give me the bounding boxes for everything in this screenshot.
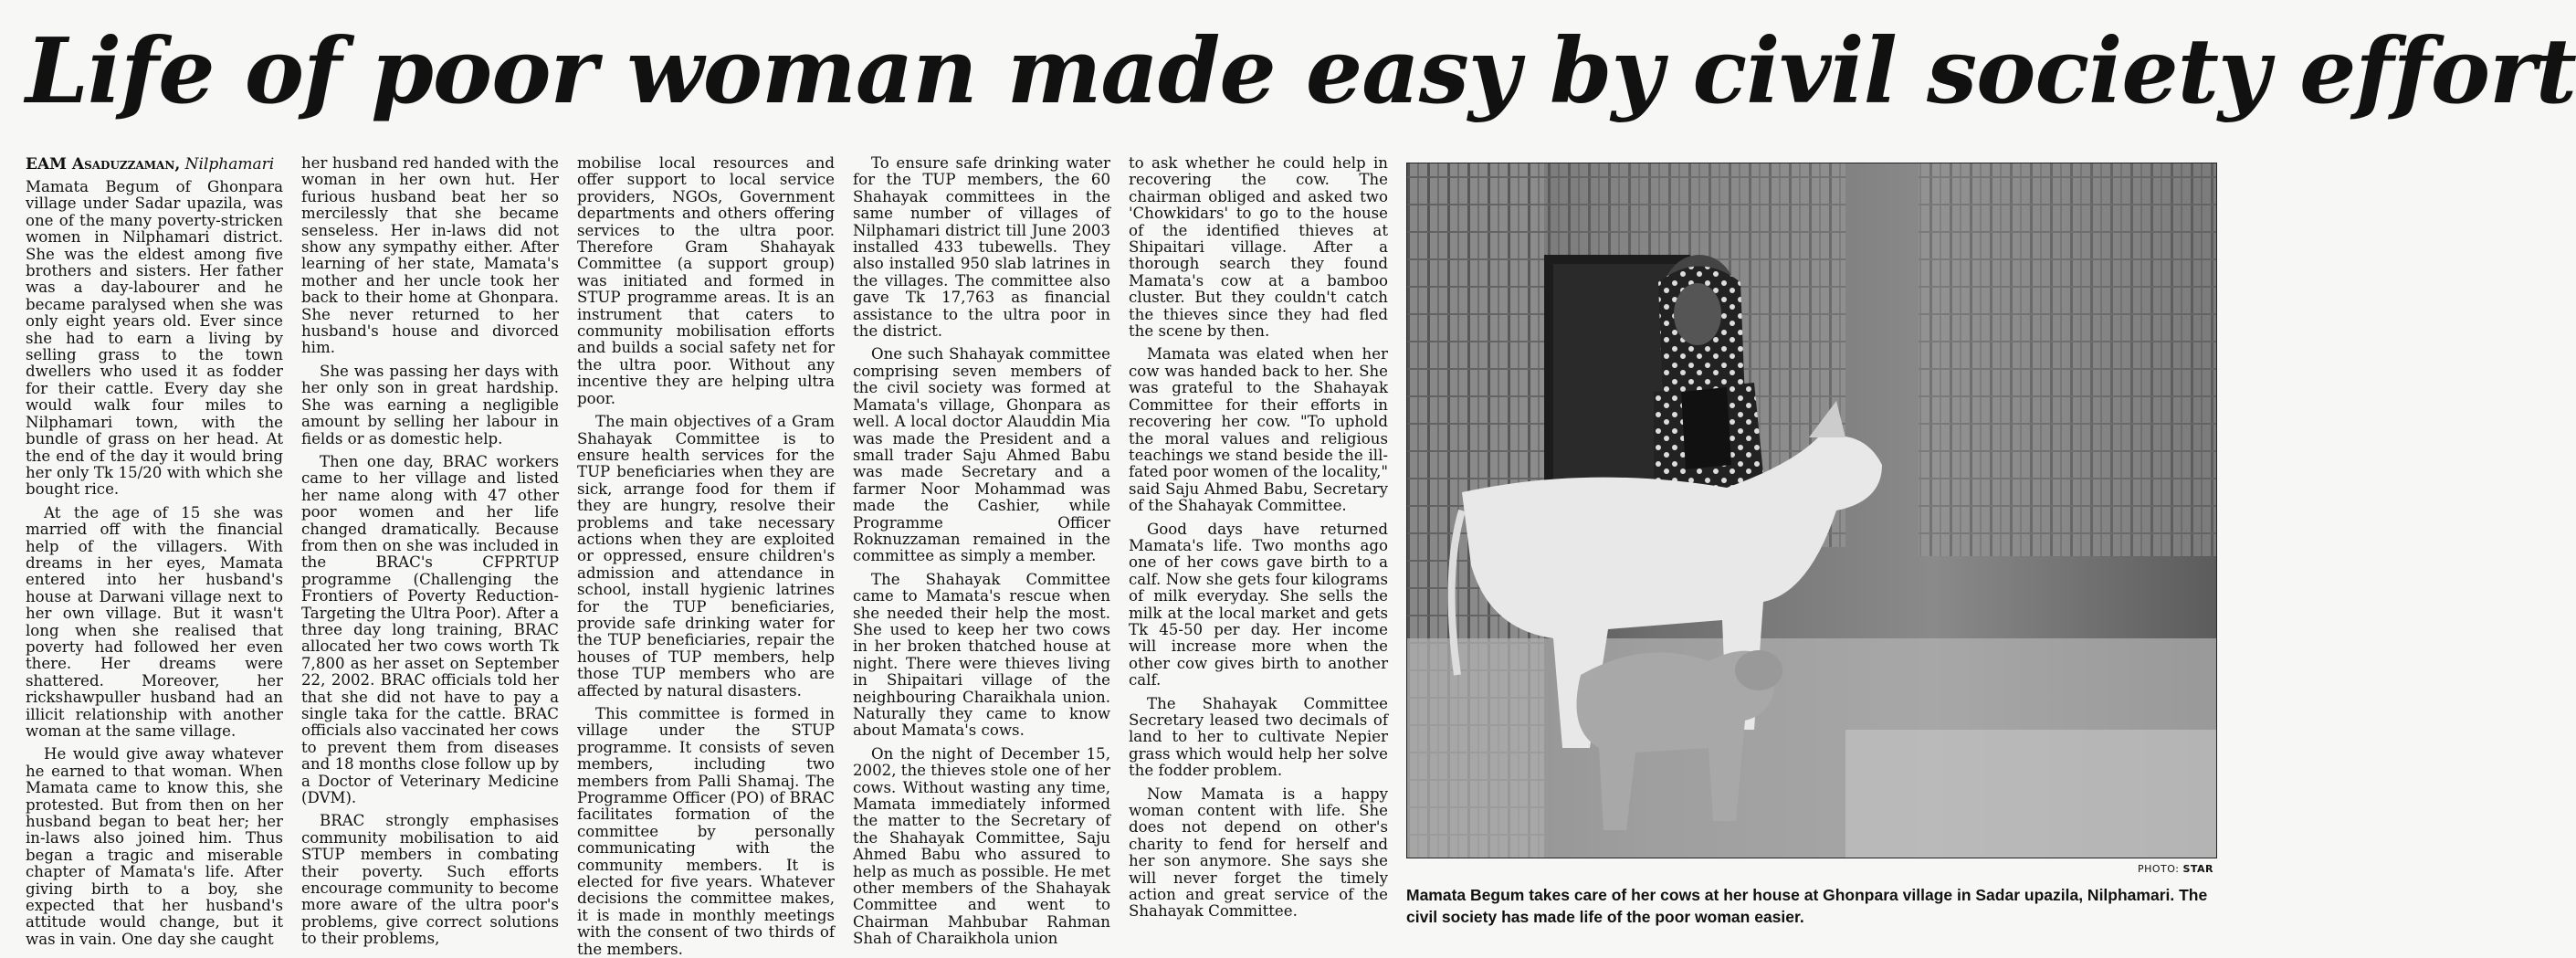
- paragraph: She was passing her days with her only son in great hardship. She was earning a negligible amount by selling her labour in fields or as domestic help.: [301, 362, 559, 447]
- paragraph: On the night of December 15, 2002, the thieves stole one of her cows. Without wasting any time, Mamata immediately informed the matter to the Secretary of the Shahayak Committee, Saju Ahmed Babu who assured to help as much as possible. He met other members of the Shahayak Committee and went to Chairman Mahbubar Rahman Shah of Charaikhola union: [853, 744, 1110, 948]
- article-column-4: [853, 154, 1110, 948]
- paragraph: Now Mamata is a happy woman content with life. She does not depend on other's charity to fend for herself and her son anymore. She says she will never forget the timely action and great service of the Shahayak Committee.: [1129, 784, 1388, 921]
- article-column-1: [26, 155, 283, 948]
- paragraph: her husband red handed with the woman in her own hut. Her furious husband beat her so mercilessly that she became senseless. Her in-laws did not show any sympathy either. After learning of her state, Mamata's mother and her uncle took her back to their home at Ghonpara. She never returned to her husband's house and divorced him.: [301, 154, 559, 357]
- paragraph: This committee is formed in village under the STUP programme. It consists of seven members, including two members from Palli Shamaj. The Programme Officer (PO) of BRAC facilitates formation of the committee by personally communicating with the community members. It is elected for five years. Whatever decisions the committee makes, it is made in monthly meetings with the consent of two thirds of the members.: [577, 705, 835, 958]
- byline-author: EAM Asaduzzaman,: [26, 155, 181, 174]
- headline: Life of poor woman made easy by civil society effort: [26, 19, 2576, 124]
- article-column-3: [577, 154, 835, 958]
- paragraph: At the age of 15 she was married off with the financial help of the villagers. With dreams in her eyes, Mamata entered into her husband's house at Darwani village next to her own village. But it wasn't long when she realised that poverty had followed her even there. Her dreams were shattered. Moreover, her rickshawpuller husband had an illicit relationship with another woman at the same village.: [26, 503, 283, 740]
- paragraph: mobilise local resources and offer support to local service providers, NGOs, Government departments and others offering services to the ultra poor. Therefore Gram Shahayak Committee (a support group) was initiated and formed in STUP programme areas. It is an instrument that caters to community mobilisation efforts and builds a social safety net for the ultra poor. Without any incentive they are helping ultra poor.: [577, 154, 835, 407]
- paragraph: Then one day, BRAC workers came to her village and listed her name along with 47 other poor women and her life changed dramatically. Because from then on she was included in the BRAC's CFPRTUP programme (Challenging the Frontiers of Poverty Reduction-Targeting the Ultra Poor). After a three day long training, BRAC allocated her two cows worth Tk 7,800 as her asset on September 22, 2002. BRAC officials told her that she did not have to pay a single taka for the cattle. BRAC officials also vaccinated her cows to prevent them from diseases and 18 months close follow up by a Doctor of Veterinary Medicine (DVM).: [301, 452, 559, 807]
- paragraph: To ensure safe drinking water for the TUP members, the 60 Shahayak committees in the same number of villages of Nilphamari district till June 2003 installed 433 tubewells. They also installed 950 slab latrines in the villages. The committee also gave Tk 17,763 as financial assistance to the ultra poor in the district.: [853, 154, 1110, 341]
- paragraph: BRAC strongly emphasises community mobilisation to aid STUP members in combating their poverty. Such efforts encourage community to become more aware of the ultra poor's problems, give correct solutions to their problems,: [301, 812, 559, 948]
- photo-credit-source: STAR: [2182, 863, 2213, 875]
- paragraph: Mamata Begum of Ghonpara village under Sadar upazila, was one of the many poverty-stricken women in Nilphamari district. She was the eldest among five brothers and sisters. Her father was a day-labourer and he became paralysed when she was only eight years old. Ever since she had to earn a living by selling grass to the town dwellers who used it as fodder for their cattle. Every day she would walk four miles to Nilphamari town, with the bundle of grass on her head. At the end of the day it would bring her only Tk 15/20 with which she bought rice.: [26, 178, 283, 499]
- paragraph: to ask whether he could help in recovering the cow. The chairman obliged and asked two 'Chowkidars' to go to the house of the identified thieves at Shipaitari village. After a thorough search they found Mamata's cow at a bamboo cluster. But they couldn't catch the thieves since they had fled the scene by then.: [1129, 154, 1388, 341]
- byline: [26, 155, 283, 174]
- byline-location: Nilphamari: [184, 155, 275, 174]
- photo-caption: Mamata Begum takes care of her cows at her house at Ghonpara village in Sadar upazila, Nilphamari. The civil society has made life of the poor woman easier.: [1406, 886, 2208, 926]
- paragraph: Good days have returned Mamata's life. Two months ago one of her cows gave birth to a calf. Now she gets four kilograms of milk everyday. She sells the milk at the local market and gets Tk 45-50 per day. Her income will increase more when the other cow gives birth to another calf.: [1129, 520, 1388, 690]
- paragraph: One such Shahayak committee comprising seven members of the civil society was formed at Mamata's village, Ghonpara as well. A local doctor Alauddin Mia was made the President and a small trader Saju Ahmed Babu was made Secretary and a farmer Noor Mohammad was made the Cashier, while Programme Officer Roknuzzaman remained in the committee as simply a member.: [853, 345, 1110, 565]
- article-column-2: [301, 154, 559, 948]
- paragraph: The Shahayak Committee Secretary leased two decimals of land to her to cultivate Nepier grass which would help her solve the fodder problem.: [1129, 694, 1388, 780]
- photo-credit-prefix: PHOTO:: [2137, 863, 2183, 875]
- article-column-5: [1129, 155, 1388, 936]
- paragraph: Mamata was elated when her cow was handed back to her. She was grateful to the Shahayak Committee for their efforts in recovering her cow. "To uphold the moral values and religious teachings we stand beside the ill-fated poor women of the locality," said Saju Ahmed Babu, Secretary of the Shahayak Committee.: [1129, 345, 1388, 515]
- paragraph: The Shahayak Committee came to Mamata's rescue when she needed their help the most. She used to keep her two cows in her broken thatched house at night. There were thieves living in Shipaitari village of the neighbouring Charaikhala union. Naturally they came to know about Mamata's cows.: [853, 570, 1110, 740]
- paragraph: The main objectives of a Gram Shahayak Committee is to ensure health services for the TUP beneficiaries when they are sick, arrange food for them if they are hungry, resolve their problems and take necessary actions when they are exploited or oppressed, ensure children's admission and attendance in school, install hygienic latrines for the TUP beneficiaries, provide safe drinking water for the TUP beneficiaries, repair the houses of TUP members, help those TUP members who are affected by natural disasters.: [577, 413, 835, 700]
- photo-credit: [1406, 863, 2213, 875]
- news-photo: [1406, 163, 2217, 858]
- paragraph: He would give away whatever he earned to that woman. When Mamata came to know this, she protested. But from then on her husband began to beat her; her in-laws also joined him. Thus began a tragic and miserable chapter of Mamata's life. After giving birth to a boy, she expected that her husband's attitude would change, but it was in vain. One day she caught: [26, 745, 283, 948]
